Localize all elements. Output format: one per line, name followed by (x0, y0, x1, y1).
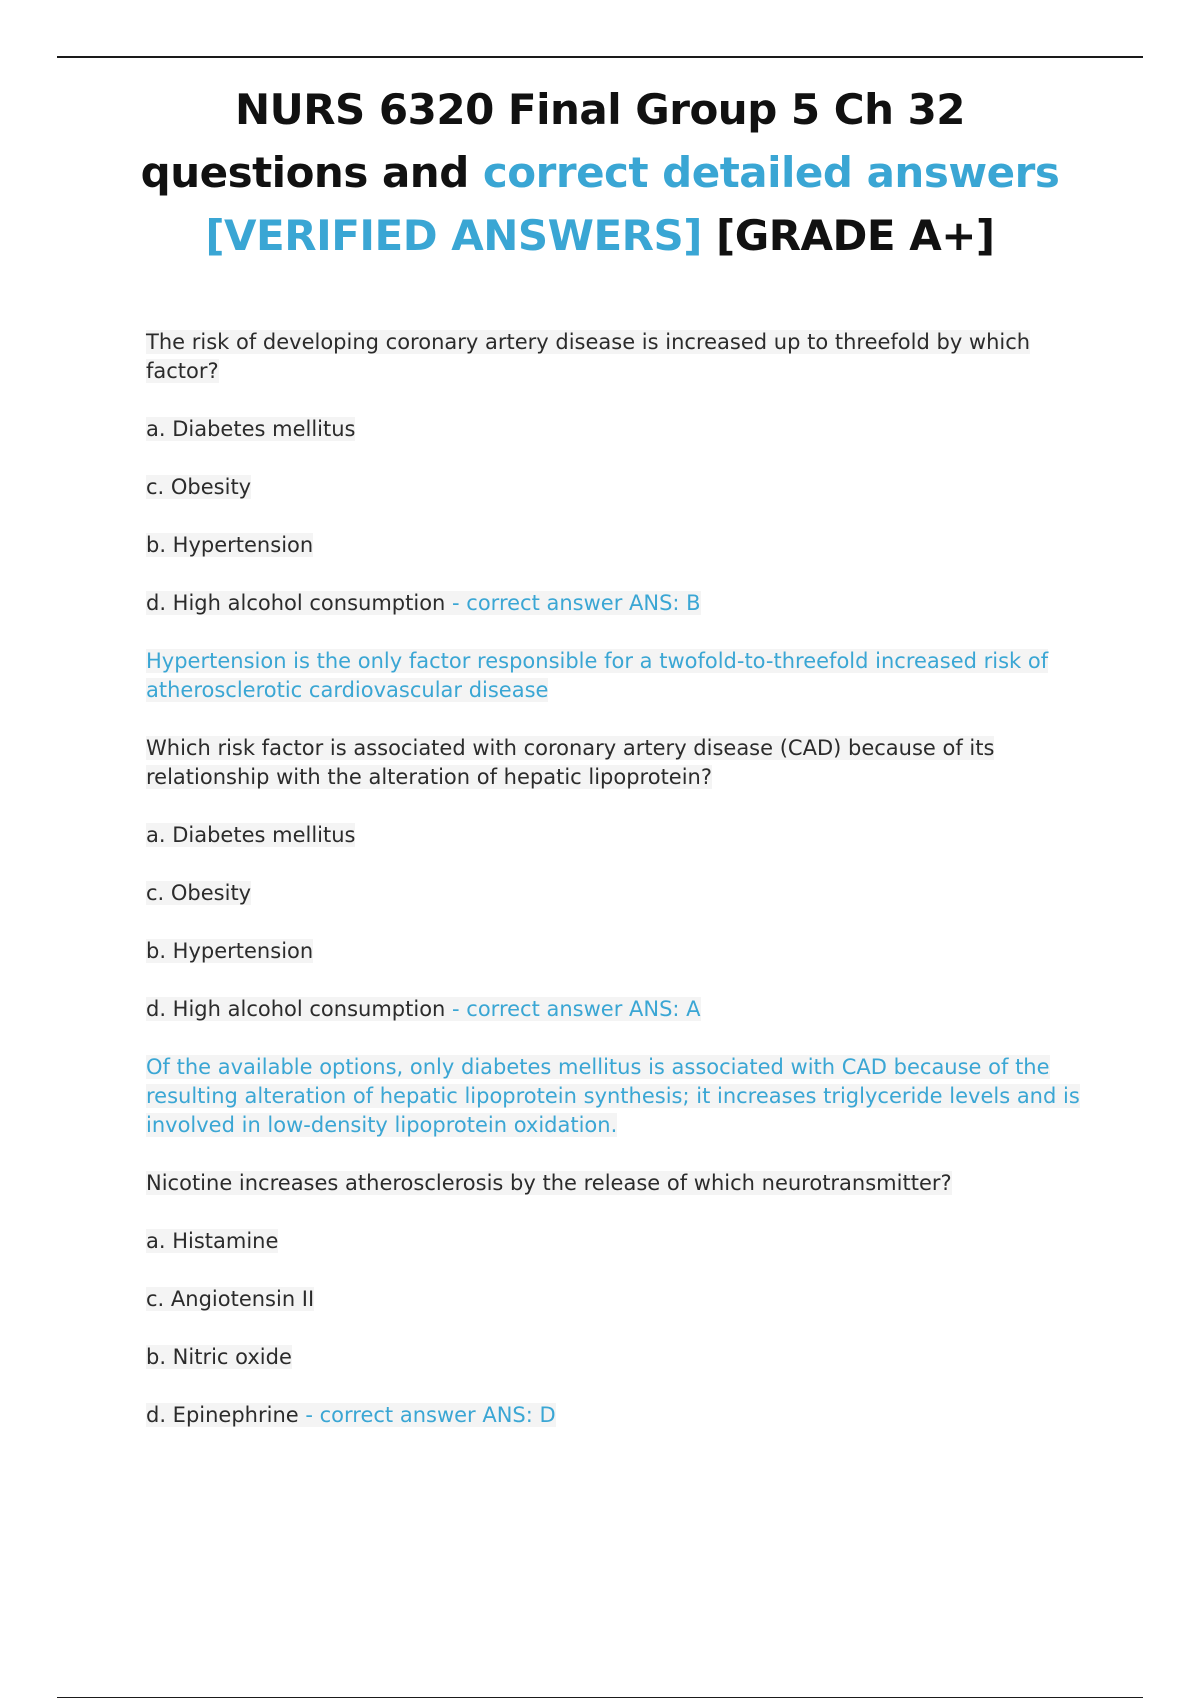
option-label: d. Epinephrine (146, 1403, 299, 1427)
option-label: d. High alcohol consumption (146, 997, 446, 1021)
question-list (146, 328, 1096, 1459)
title-accent-text: correct detailed answers (482, 148, 1060, 197)
title-line-1: NURS 6320 Final Group 5 Ch 32 (234, 85, 966, 134)
option: b. Hypertension (146, 533, 314, 557)
correct-answer: - correct answer ANS: D (298, 1403, 556, 1427)
question-text: Nicotine increases atherosclerosis by the release of which neurotransmitter? (146, 1171, 952, 1195)
option-label: d. High alcohol consumption (146, 591, 446, 615)
option: a. Histamine (146, 1229, 279, 1253)
option-with-answer (146, 995, 1096, 1024)
question-text: Which risk factor is associated with coronary artery disease (CAD) because of its relationship with the alteration of hepatic lipoprotein? (146, 736, 995, 789)
correct-answer: - correct answer ANS: B (445, 591, 701, 615)
option: c. Angiotensin II (146, 1287, 315, 1311)
document-title (100, 78, 1100, 267)
correct-answer: - correct answer ANS: A (445, 997, 701, 1021)
title-line-2 (100, 141, 1100, 204)
answer-explanation: Of the available options, only diabetes mellitus is associated with CAD because of the resulting alteration of hepatic lipoprotein synthesis; it increases triglyceride levels and is involved in low-density lipoprotein oxidation. (146, 1055, 1080, 1137)
title-plain-text: questions and (140, 148, 483, 197)
option: c. Obesity (146, 475, 252, 499)
answer-explanation: Hypertension is the only factor responsible for a twofold-to-threefold increased risk of atherosclerotic cardiovascular disease (146, 649, 1049, 702)
top-divider (57, 56, 1143, 58)
option: a. Diabetes mellitus (146, 417, 356, 441)
option: c. Obesity (146, 881, 252, 905)
grade-tag: [GRADE A+] (701, 211, 995, 260)
option: a. Diabetes mellitus (146, 823, 356, 847)
option-with-answer (146, 589, 1096, 618)
title-line-3 (100, 204, 1100, 267)
verified-answers-tag: [VERIFIED ANSWERS] (205, 211, 702, 260)
question-text: The risk of developing coronary artery disease is increased up to threefold by which factor? (146, 330, 1031, 383)
option-with-answer (146, 1401, 1096, 1430)
option: b. Nitric oxide (146, 1345, 292, 1369)
option: b. Hypertension (146, 939, 314, 963)
bottom-divider (57, 1697, 1143, 1698)
